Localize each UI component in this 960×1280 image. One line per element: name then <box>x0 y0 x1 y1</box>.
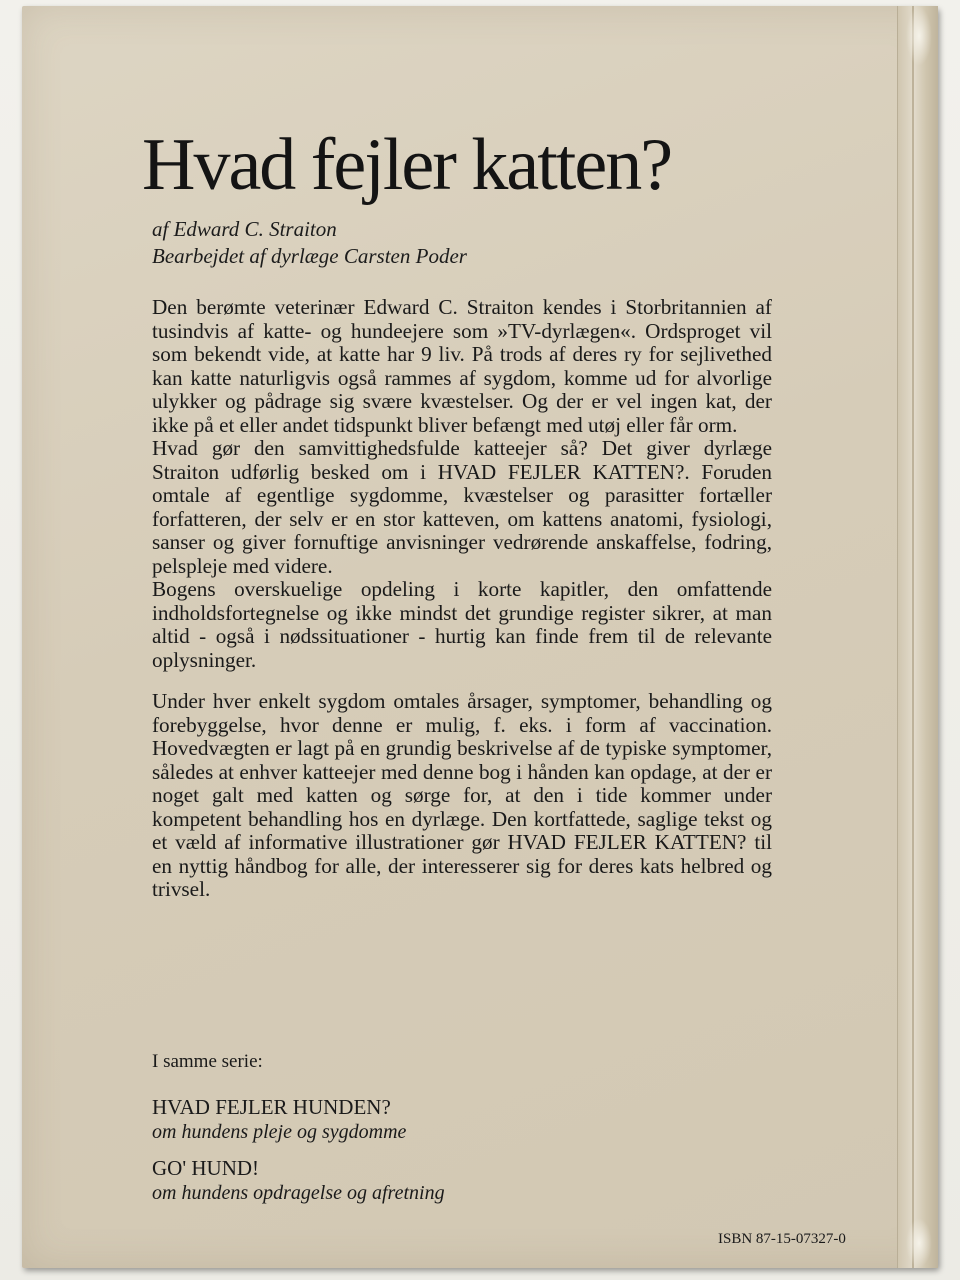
cover-wear-bottom <box>906 1218 932 1268</box>
editor-line: Bearbejdet af dyrlæge Carsten Poder <box>152 244 467 268</box>
isbn-number: ISBN 87-15-07327-0 <box>718 1231 846 1247</box>
series-list <box>152 1050 445 1216</box>
blurb-paragraph: Bogens overskuelige opdeling i korte kapitler, den omfattende indholdsfortegnelse og ikke mindst det grundige register sikrer, at man altid - også i nødssituationer - hurtig kan finde frem til de relevante oplysninger. <box>152 577 772 672</box>
byline <box>152 216 467 270</box>
blurb-paragraph: Under hver enkelt sygdom omtales årsager, symptomer, behandling og forebyggelse, hvor denne er mulig, f. eks. i form af vaccination. Hovedvægten er lagt på en grundig beskrivelse af de typiske symptomer, således at enhver katteejer med denne bog i hånden kan opdage, at der er noget galt med katten og sørge for, at den i tide kommer under kompetent behandling hos en dyrlæge. Den kortfattede, saglige tekst og et væld af informative illustrationer gør HVAD FEJLER KATTEN? til en nyttig håndbog for alle, der interesserer sig for deres kats helbred og trivsel. <box>152 689 772 901</box>
blurb-paragraph: Den berømte veterinær Edward C. Straiton kendes i Storbritannien af tusindvis af katte- og hundeejere som »TV-dyrlægen«. Ordsproget vil som bekendt vide, at katte har 9 liv. På trods af deres ry for sejlivethed kan katte naturligvis også rammes af sygdom, komme ud for alvorlige ulykker og pådrage sig svære kvæstelser. Og der er vel ingen kat, der ikke på et eller andet tidspunkt bliver befængt med utøj eller får orm. <box>152 295 772 437</box>
cover-wear-top <box>906 6 932 66</box>
book-title: Hvad fejler katten? <box>142 124 672 206</box>
book-spine-edge <box>897 6 938 1268</box>
author-line: af Edward C. Straiton <box>152 217 337 241</box>
series-item-subtitle: om hundens pleje og sygdomme <box>152 1121 407 1143</box>
series-label: I samme serie: <box>152 1051 263 1072</box>
series-item-title: HVAD FEJLER HUNDEN? <box>152 1095 391 1119</box>
blurb-paragraph: Hvad gør den samvittighedsfulde katteejer så? Det giver dyrlæge Straiton udførlig besked om i HVAD FEJLER KATTEN?. Foruden omtale af egentlige sygdomme, kvæstelser og parasitter fortæller forfatteren, der selv er en stor katteven, om kattens anatomi, fysiologi, sanser og giver fornuftige anvisninger vedrørende anskaffelse, fodring, pelspleje med videre. <box>152 436 772 578</box>
blurb <box>152 296 772 902</box>
series-item-subtitle: om hundens opdragelse og afretning <box>152 1182 445 1204</box>
series-item-title: GO' HUND! <box>152 1156 260 1180</box>
